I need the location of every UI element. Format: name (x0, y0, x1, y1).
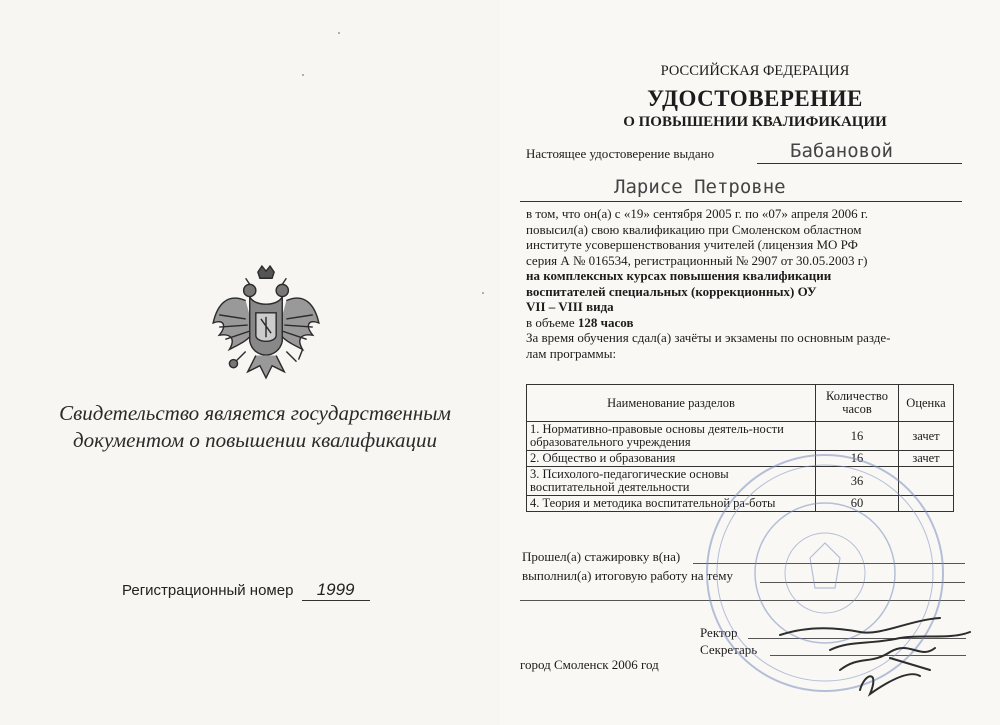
paper-speck (302, 74, 304, 76)
registration-label: Регистрационный номер (122, 582, 294, 599)
section-hours: 60 (816, 496, 899, 512)
registration-number: 1999 (302, 580, 370, 601)
section-grade: зачет (899, 422, 954, 451)
city-year: город Смоленск 2006 год (520, 657, 659, 672)
secretary-label: Секретарь (700, 642, 758, 657)
final-work-label: выполнил(а) итоговую работу на тему (522, 568, 733, 583)
section-grade: зачет (899, 451, 954, 467)
document-subtitle: О ПОВЫШЕНИИ КВАЛИФИКАЦИИ (623, 114, 887, 130)
body-line: повысил(а) свою квалификацию при Смоленском областном (526, 221, 862, 237)
header-sections: Наименование разделов (527, 385, 816, 422)
section-hours: 36 (816, 467, 899, 496)
header-grade: Оценка (899, 385, 954, 422)
certificate-note: Свидетельство является государственным документом о повышении квалификации (59, 401, 451, 452)
section-name: 1. Нормативно-правовые основы деятель-ности образовательного учреждения (527, 422, 816, 451)
exam-line: За время обучения сдал(а) зачёты и экзамены по основным разде- (526, 330, 891, 345)
paper-speck (338, 32, 340, 34)
document-title: УДОСТОВЕРЕНИЕ (647, 86, 863, 111)
volume-value: 128 часов (577, 314, 634, 330)
volume-line (526, 315, 966, 331)
registration-row (122, 580, 370, 601)
body-line: в том, что он(а) с «19» сентября 2005 г. по «07» апреля 2006 г. (526, 206, 869, 221)
section-name: 4. Теория и методика воспитательной ра-боты (527, 496, 816, 512)
issued-underline (757, 163, 962, 164)
recipient-name: Ларисе Петровне (614, 176, 786, 198)
signature-icon (770, 610, 980, 700)
section-hours: 16 (816, 451, 899, 467)
header-hours: Количество часов (816, 385, 899, 422)
rector-label: Ректор (700, 625, 738, 640)
country-heading: РОССИЙСКАЯ ФЕДЕРАЦИЯ (660, 63, 850, 79)
table-header-row (527, 385, 954, 422)
certificate-body (526, 206, 966, 361)
exam-line: лам программы: (526, 345, 617, 361)
recipient-surname: Бабановой (790, 140, 893, 162)
issued-label: Настоящее удостоверение выдано (526, 146, 715, 161)
volume-prefix: в объеме (526, 314, 575, 330)
body-line: институте усовершенствования учителей (лицензия МО РФ (526, 237, 858, 252)
section-name: 2. Общество и образования (527, 451, 816, 467)
section-name: 3. Психолого-педагогические основы воспитательной деятельности (527, 467, 816, 496)
course-line: на комплексных курсах повышения квалификации (526, 268, 832, 283)
body-line: серия А № 016534, регистрационный № 2907 от 30.05.2003 г) (526, 252, 868, 268)
internship-label: Прошел(а) стажировку в(на) (522, 549, 681, 564)
course-line: VII – VIII вида (526, 299, 614, 314)
table-row (527, 422, 954, 451)
name-underline (520, 201, 962, 202)
paper-speck (482, 292, 484, 294)
coat-of-arms-icon (205, 262, 327, 384)
course-line: воспитателей специальных (коррекционных) ОУ (526, 283, 817, 299)
section-hours: 16 (816, 422, 899, 451)
